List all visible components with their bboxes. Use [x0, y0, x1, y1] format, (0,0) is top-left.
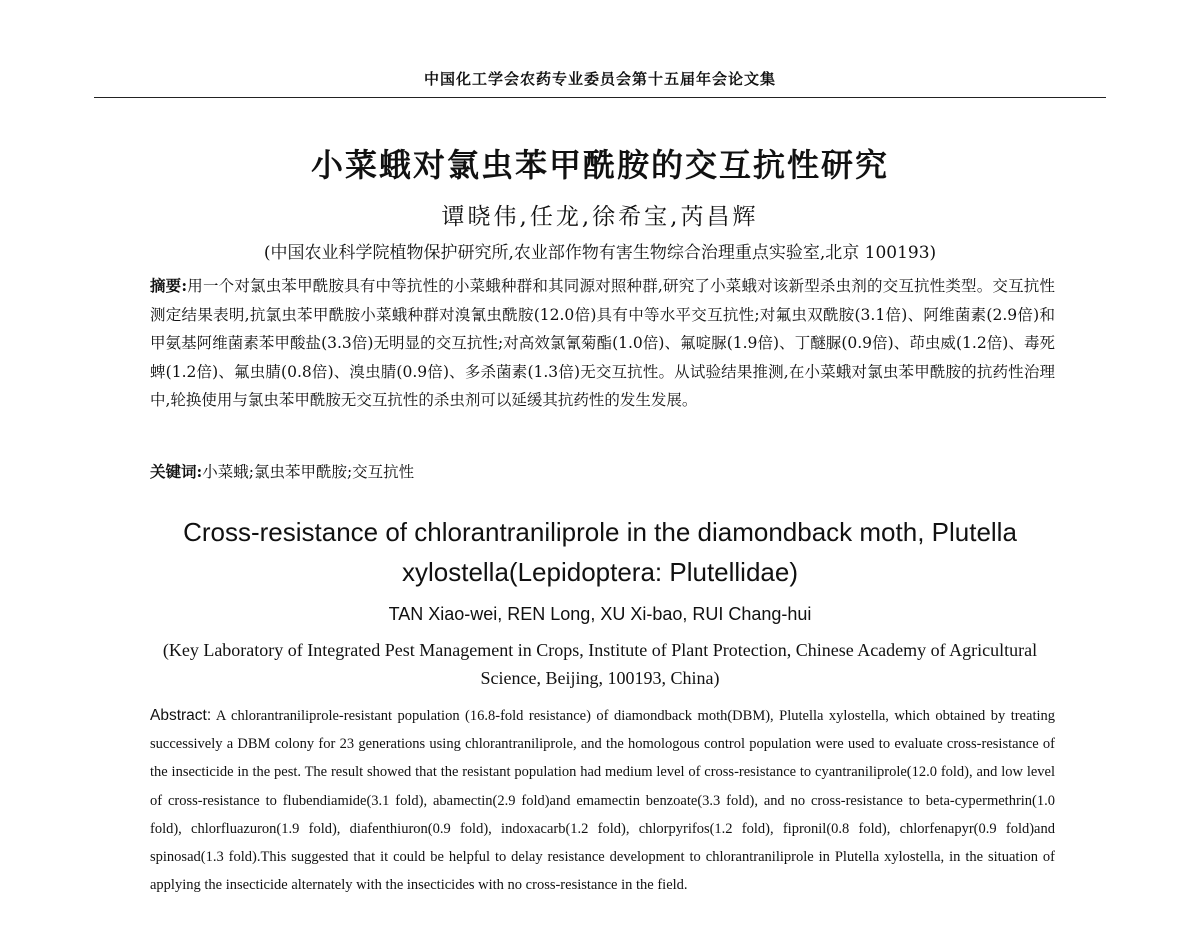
english-affiliation: (Key Laboratory of Integrated Pest Management in Crops, Institute of Plant Protection, Chinese Academy of Agricultural Science, Beijing, 100193, China) — [162, 640, 1038, 688]
chinese-abstract-label: 摘要: — [150, 276, 188, 295]
english-authors: TAN Xiao-wei, REN Long, XU Xi-bao, RUI Chang-hui — [388, 604, 812, 624]
chinese-title: 小菜蛾对氯虫苯甲酰胺的交互抗性研究 — [310, 146, 889, 184]
chinese-authors: 谭晓伟,任龙,徐希宝,芮昌辉 — [441, 204, 759, 230]
chinese-abstract-text: 用一个对氯虫苯甲酰胺具有中等抗性的小菜蛾种群和其同源对照种群,研究了小菜蛾对该新型杀虫剂的交互抗性类型。交互抗性测定结果表明,抗氯虫苯甲酰胺小菜蛾种群对溴氰虫酰胺(12.0倍)具有中等水平交互抗性;对氟虫双酰胺(3.1倍)、阿维菌素(2.9倍)和甲氨基阿维菌素苯甲酸盐(3.3倍)无明显的交互抗性;对高效氯氰菊酯(1.0倍)、氟啶脲(1.9倍)、丁醚脲(0.9倍)、茚虫威(1.2倍)、毒死蜱(1.2倍)、氟虫腈(0.8倍)、溴虫腈(0.9倍)、多杀菌素(1.3倍)无交互抗性。从试验结果推测,在小菜蛾对氯虫苯甲酰胺的抗药性治理中,轮换使用与氯虫苯甲酰胺无交互抗性的杀虫剂可以延缓其抗药性的发生发展。 — [150, 277, 1055, 409]
chinese-keywords — [150, 458, 1055, 486]
header-rule — [94, 97, 1106, 98]
chinese-affiliation: (中国农业科学院植物保护研究所,农业部作物有害生物综合治理重点实验室,北京 100193) — [263, 243, 937, 263]
chinese-keywords-label: 关键词: — [150, 462, 203, 481]
chinese-keywords-text: 小菜蛾;氯虫苯甲酰胺;交互抗性 — [202, 463, 415, 481]
running-header: 中国化工学会农药专业委员会第十五届年会论文集 — [423, 70, 776, 88]
english-abstract-text: A chlorantraniliprole-resistant population (16.8-fold resistance) of diamondback moth(DBM), Plutella xylostella, which obtained by treating successively a DBM colony for 23 generations using chlorantraniliprole, and the homologous control population were used to evaluate cross-resistance of the insecticide in the pest. The result showed that the resistant population had medium level of cross-resistance to cyantraniliprole(12.0 fold), and low level of cross-resistance to flubendiamide(3.1 fold), abamectin(2.9 fold)and emamectin benzoate(3.3 fold), and no cross-resistance to beta-cypermethrin(1.0 fold), chlorfluazuron(1.9 fold), diafenthiuron(0.9 fold), indoxacarb(1.2 fold), chlorpyrifos(1.2 fold), fipronil(0.8 fold), chlorfenapyr(0.9 fold)and spinosad(1.3 fold).This suggested that it could be helpful to delay resistance development to chlorantraniliprole in Plutella xylostella, in the situation of applying the insecticide alternately with the insecticides with no cross-resistance in the field. — [150, 708, 1055, 894]
chinese-abstract — [150, 272, 1055, 415]
english-abstract-label: Abstract: — [150, 707, 212, 724]
english-title: Cross-resistance of chlorantraniliprole in the diamondback moth, Plutella xylostella(Lepidoptera: Plutellidae) — [183, 517, 1017, 587]
english-abstract — [150, 702, 1055, 899]
